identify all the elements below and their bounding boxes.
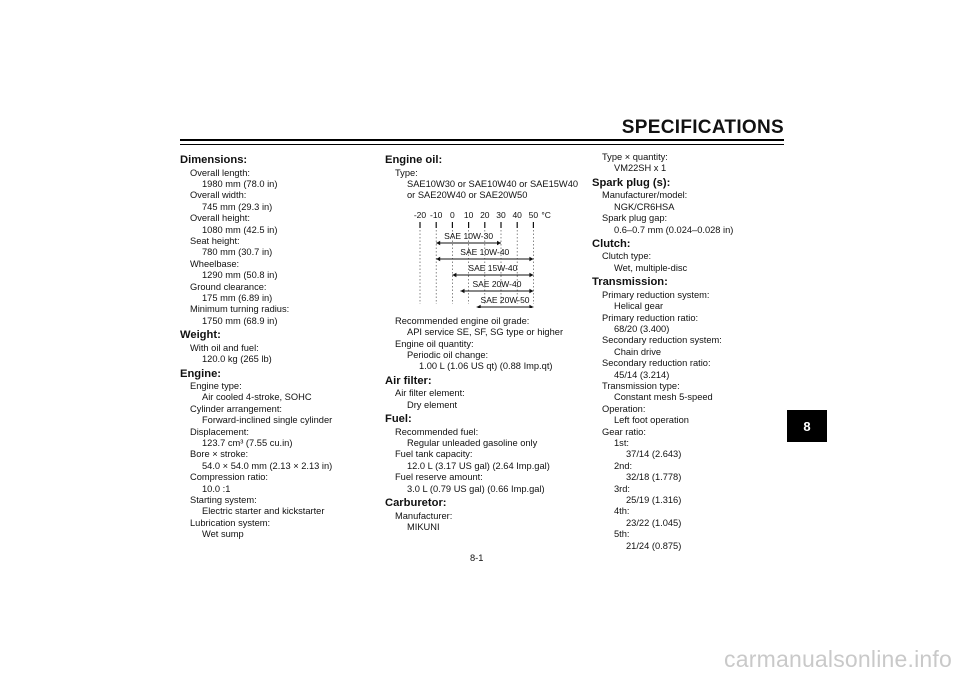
spec-value: 2nd:: [614, 460, 633, 471]
spec-label: Secondary reduction ratio:: [602, 358, 711, 369]
specs-column-2-continued: [385, 316, 585, 534]
section-heading: Air filter:: [385, 374, 432, 387]
chart-tick-label: 30: [496, 209, 506, 220]
spec-value: 1980 mm (78.0 in): [202, 178, 278, 189]
chart-arrow-left-icon: [436, 241, 440, 245]
chart-arrow-left-icon: [452, 273, 456, 277]
spec-label: Manufacturer/model:: [602, 190, 688, 201]
spec-value: SAE10W30 or SAE10W40 or SAE15W40: [407, 178, 579, 189]
title-rule-thick: [180, 139, 784, 141]
specs-column-2: [385, 152, 585, 533]
chart-grade-label: SAE 20W-50: [480, 294, 530, 305]
engine-oil-temperature-chart: [385, 208, 565, 308]
spec-value: 32/18 (1.778): [626, 472, 682, 483]
spec-label: Transmission type:: [602, 381, 680, 391]
section-heading: Carburetor:: [385, 497, 447, 509]
spec-label: Bore × stroke:: [190, 449, 249, 460]
spec-value: Air cooled 4-stroke, SOHC: [202, 392, 312, 403]
spec-value: API service SE, SF, SG type or higher: [407, 327, 564, 338]
chart-tick-label: -10: [430, 209, 443, 220]
spec-label: Manufacturer:: [395, 510, 453, 521]
title-rule-thin: [180, 144, 784, 145]
section-heading: Transmission:: [592, 276, 668, 289]
spec-value: 23/22 (1.045): [626, 517, 682, 528]
spec-value: 1080 mm (42.5 in): [202, 224, 278, 235]
chart-arrow-right-icon: [529, 257, 533, 261]
spec-value: 3rd:: [614, 483, 631, 494]
spec-value: 175 mm (6.89 in): [202, 292, 273, 303]
spec-value: 3.0 L (0.79 US gal) (0.66 Imp.gal): [407, 483, 545, 494]
chart-tick-label: 0: [450, 209, 455, 220]
spec-label: Primary reduction ratio:: [602, 312, 699, 323]
spec-label: Engine type:: [190, 381, 242, 391]
chart-arrow-right-icon: [529, 273, 533, 277]
spec-label: Gear ratio:: [602, 426, 646, 437]
section-heading: Clutch:: [592, 237, 631, 250]
spec-value: 120.0 kg (265 lb): [202, 354, 272, 365]
spec-value: 1750 mm (68.9 in): [202, 315, 278, 326]
chart-arrow-right-icon: [529, 305, 533, 308]
section-heading: Dimensions:: [180, 154, 248, 166]
spec-value: 1.00 L (1.06 US qt) (0.88 Imp.qt): [419, 361, 553, 372]
spec-value: 21/24 (0.875): [626, 540, 682, 551]
specs-column-1: [180, 152, 370, 541]
chart-tick-label: 50: [528, 209, 539, 220]
spec-label: Engine oil quantity:: [395, 338, 474, 349]
spec-label: Air filter element:: [395, 388, 465, 399]
chart-unit-label: °C: [541, 209, 551, 220]
chart-tick-label: 20: [480, 209, 490, 220]
section-heading: Engine:: [180, 367, 222, 380]
spec-label: Secondary reduction system:: [602, 335, 722, 346]
engine-oil-section: [385, 154, 585, 202]
chart-tick-label: -20: [413, 209, 427, 220]
spec-label: Cylinder arrangement:: [190, 403, 282, 414]
chart-grade-label: SAE 15W-40: [468, 262, 518, 273]
spec-label: Starting system:: [190, 495, 257, 506]
spec-value: 25/19 (1.316): [626, 495, 682, 506]
spec-label: Compression ratio:: [190, 472, 269, 483]
spec-value: Periodic oil change:: [407, 349, 489, 360]
spec-label: Overall length:: [190, 167, 250, 178]
spec-label: Fuel reserve amount:: [395, 472, 483, 483]
watermark: carmanualsonline.info: [724, 646, 952, 672]
spec-value: Chain drive: [614, 346, 662, 357]
spec-value: 45/14 (3.214): [614, 369, 670, 380]
spec-value: 4th:: [614, 506, 630, 517]
spec-label: Displacement:: [190, 426, 249, 437]
spec-value: 5th:: [614, 529, 630, 540]
spec-label: Spark plug gap:: [602, 213, 668, 224]
chart-tick-label: 40: [512, 209, 522, 220]
spec-label: With oil and fuel:: [190, 342, 259, 353]
chart-arrow-left-icon: [461, 289, 465, 293]
section-heading: Spark plug (s):: [592, 176, 671, 189]
page-number: 8-1: [470, 553, 484, 563]
spec-label: Type:: [395, 167, 418, 178]
spec-value: 123.7 cm³ (7.55 cu.in): [202, 438, 293, 449]
chart-arrow-left-icon: [477, 305, 481, 308]
spec-label: Minimum turning radius:: [190, 304, 290, 315]
spec-label: Ground clearance:: [190, 281, 267, 292]
spec-label: Type × quantity:: [602, 152, 668, 162]
specs-column-3: [592, 152, 782, 552]
spec-value: Left foot operation: [614, 415, 689, 426]
spec-label: Overall height:: [190, 213, 250, 224]
section-heading: Engine oil:: [385, 154, 443, 166]
spec-value: 1290 mm (50.8 in): [202, 270, 278, 281]
spec-value: or SAE20W40 or SAE20W50: [407, 190, 528, 201]
chart-tick-label: 10: [463, 209, 474, 220]
spec-label: Primary reduction system:: [602, 289, 710, 300]
spec-value: Regular unleaded gasoline only: [407, 437, 538, 448]
spec-value: 1st:: [614, 438, 629, 449]
chapter-tab: 8: [787, 410, 827, 442]
spec-value: 68/20 (3.400): [614, 323, 670, 334]
spec-label: Operation:: [602, 403, 646, 414]
spec-label: Fuel tank capacity:: [395, 449, 473, 460]
spec-value: VM22SH x 1: [614, 163, 667, 174]
spec-value: Constant mesh 5-speed: [614, 392, 713, 403]
spec-label: Clutch type:: [602, 251, 652, 262]
spec-value: 12.0 L (3.17 US gal) (2.64 Imp.gal): [407, 460, 550, 471]
spec-value: MIKUNI: [407, 521, 440, 532]
spec-value: 10.0 :1: [202, 483, 231, 494]
spec-value: Forward-inclined single cylinder: [202, 415, 333, 426]
spec-label: Seat height:: [190, 235, 240, 246]
spec-value: Dry element: [407, 399, 458, 410]
spec-value: NGK/CR6HSA: [614, 201, 675, 212]
section-heading: Fuel:: [385, 413, 412, 426]
spec-label: Wheelbase:: [190, 258, 240, 269]
chart-grade-label: SAE 10W-40: [460, 246, 510, 257]
chart-arrow-right-icon: [529, 289, 533, 293]
chart-grade-label: SAE 20W-40: [472, 278, 522, 289]
chart-arrow-right-icon: [497, 241, 501, 245]
spec-value: Helical gear: [614, 301, 664, 312]
spec-value: 37/14 (2.643): [626, 449, 682, 460]
chart-grade-label: SAE 10W-30: [444, 230, 494, 241]
spec-value: Wet, multiple-disc: [614, 262, 688, 273]
spec-label: Recommended fuel:: [395, 426, 479, 437]
section-heading: Weight:: [180, 329, 221, 342]
spec-value: Wet sump: [202, 529, 244, 540]
chart-arrow-left-icon: [436, 257, 440, 261]
spec-value: 745 mm (29.3 in): [202, 201, 273, 212]
spec-value: Electric starter and kickstarter: [202, 506, 325, 517]
spec-label: Recommended engine oil grade:: [395, 315, 530, 326]
spec-value: 0.6–0.7 mm (0.024–0.028 in): [614, 224, 734, 235]
spec-label: Overall width:: [190, 190, 247, 201]
spec-label: Lubrication system:: [190, 517, 271, 528]
spec-value: 54.0 × 54.0 mm (2.13 × 2.13 in): [202, 460, 333, 471]
page-title: SPECIFICATIONS: [621, 117, 784, 138]
spec-value: 780 mm (30.7 in): [202, 247, 273, 258]
